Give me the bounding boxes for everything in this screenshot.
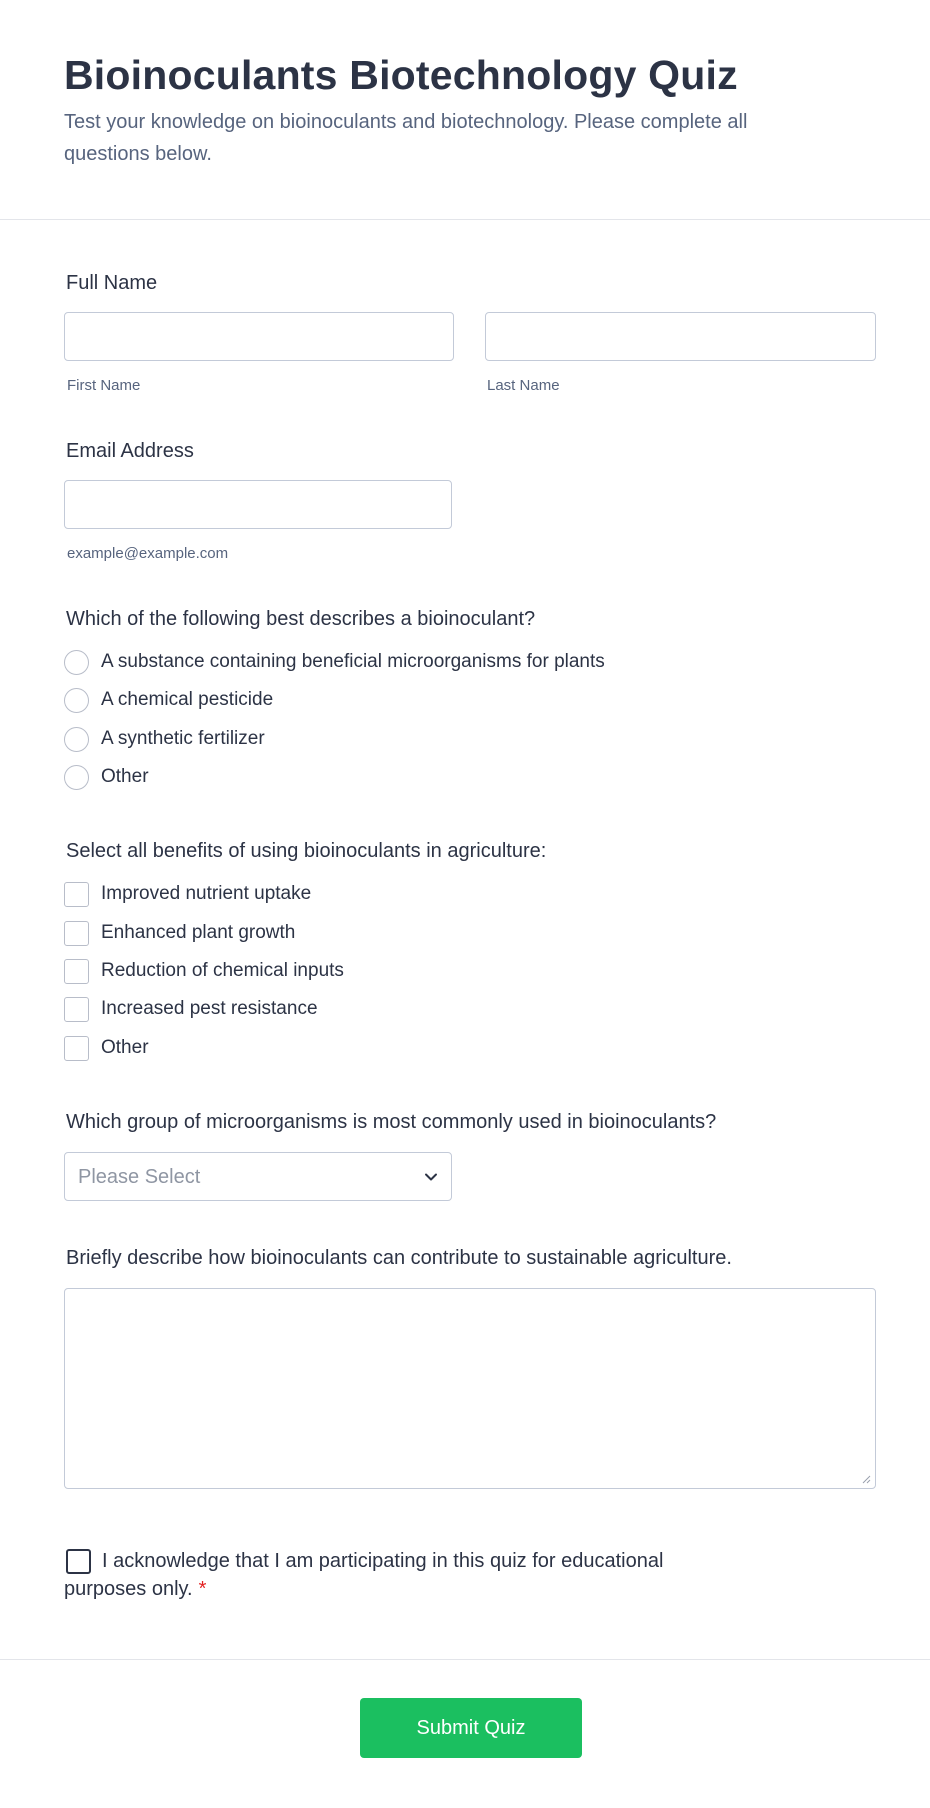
radio-button[interactable] (64, 727, 89, 752)
page-title: Bioinoculants Biotechnology Quiz (64, 52, 738, 98)
sustainability-textarea[interactable] (64, 1288, 876, 1489)
q1-option-label: A substance containing beneficial microorganisms for plants (101, 651, 605, 672)
q2-option[interactable] (64, 996, 318, 1022)
radio-button[interactable] (64, 765, 89, 790)
first-name-input[interactable] (64, 312, 454, 361)
submit-button[interactable]: Submit Quiz (360, 1698, 582, 1758)
checkbox[interactable] (64, 921, 89, 946)
q1-option[interactable] (64, 764, 149, 790)
q1-question: Which of the following best describes a bioinoculant? (66, 608, 536, 630)
q2-option-label: Increased pest resistance (101, 998, 318, 1019)
q1-option-label: A synthetic fertilizer (101, 728, 265, 749)
email-input[interactable] (64, 480, 452, 529)
q4-question: Briefly describe how bioinoculants can contribute to sustainable agriculture. (66, 1247, 732, 1269)
q1-option[interactable] (64, 726, 265, 752)
email-label: Email Address (66, 440, 194, 462)
chevron-down-icon (421, 1167, 441, 1187)
q2-option-label: Enhanced plant growth (101, 922, 296, 943)
acknowledge-label (64, 1547, 724, 1603)
q2-option[interactable] (64, 1035, 149, 1061)
first-name-sublabel: First Name (67, 377, 141, 394)
required-mark: * (198, 1578, 207, 1600)
resize-handle-icon[interactable] (861, 1474, 871, 1484)
email-sublabel: example@example.com (67, 545, 229, 562)
q2-question: Select all benefits of using bioinoculants in agriculture: (66, 840, 547, 862)
q2-option-label: Reduction of chemical inputs (101, 960, 344, 981)
last-name-input[interactable] (485, 312, 876, 361)
radio-button[interactable] (64, 650, 89, 675)
checkbox[interactable] (64, 959, 89, 984)
form-header (0, 0, 930, 220)
checkbox[interactable] (64, 1036, 89, 1061)
q2-option-label: Improved nutrient uptake (101, 883, 312, 904)
q1-option[interactable] (64, 649, 605, 675)
acknowledge-text: I acknowledge that I am participating in this quiz for educational purposes only. (64, 1550, 664, 1600)
last-name-sublabel: Last Name (487, 377, 560, 394)
radio-button[interactable] (64, 688, 89, 713)
q1-option-label: A chemical pesticide (101, 689, 274, 710)
q2-option-label: Other (101, 1037, 149, 1058)
full-name-label: Full Name (66, 272, 158, 294)
q2-option[interactable] (64, 920, 295, 946)
checkbox[interactable] (64, 882, 89, 907)
q1-option-label: Other (101, 766, 149, 787)
checkbox[interactable] (64, 997, 89, 1022)
q2-option[interactable] (64, 881, 311, 907)
q1-option[interactable] (64, 687, 273, 713)
page-subtitle: Test your knowledge on bioinoculants and biotechnology. Please complete all questions below. (64, 111, 748, 165)
q3-question: Which group of microorganisms is most commonly used in bioinoculants? (66, 1111, 717, 1133)
microorganism-select[interactable] (64, 1152, 452, 1201)
footer-divider (0, 1659, 930, 1660)
q2-option[interactable] (64, 958, 344, 984)
select-value: Please Select (78, 1166, 201, 1188)
